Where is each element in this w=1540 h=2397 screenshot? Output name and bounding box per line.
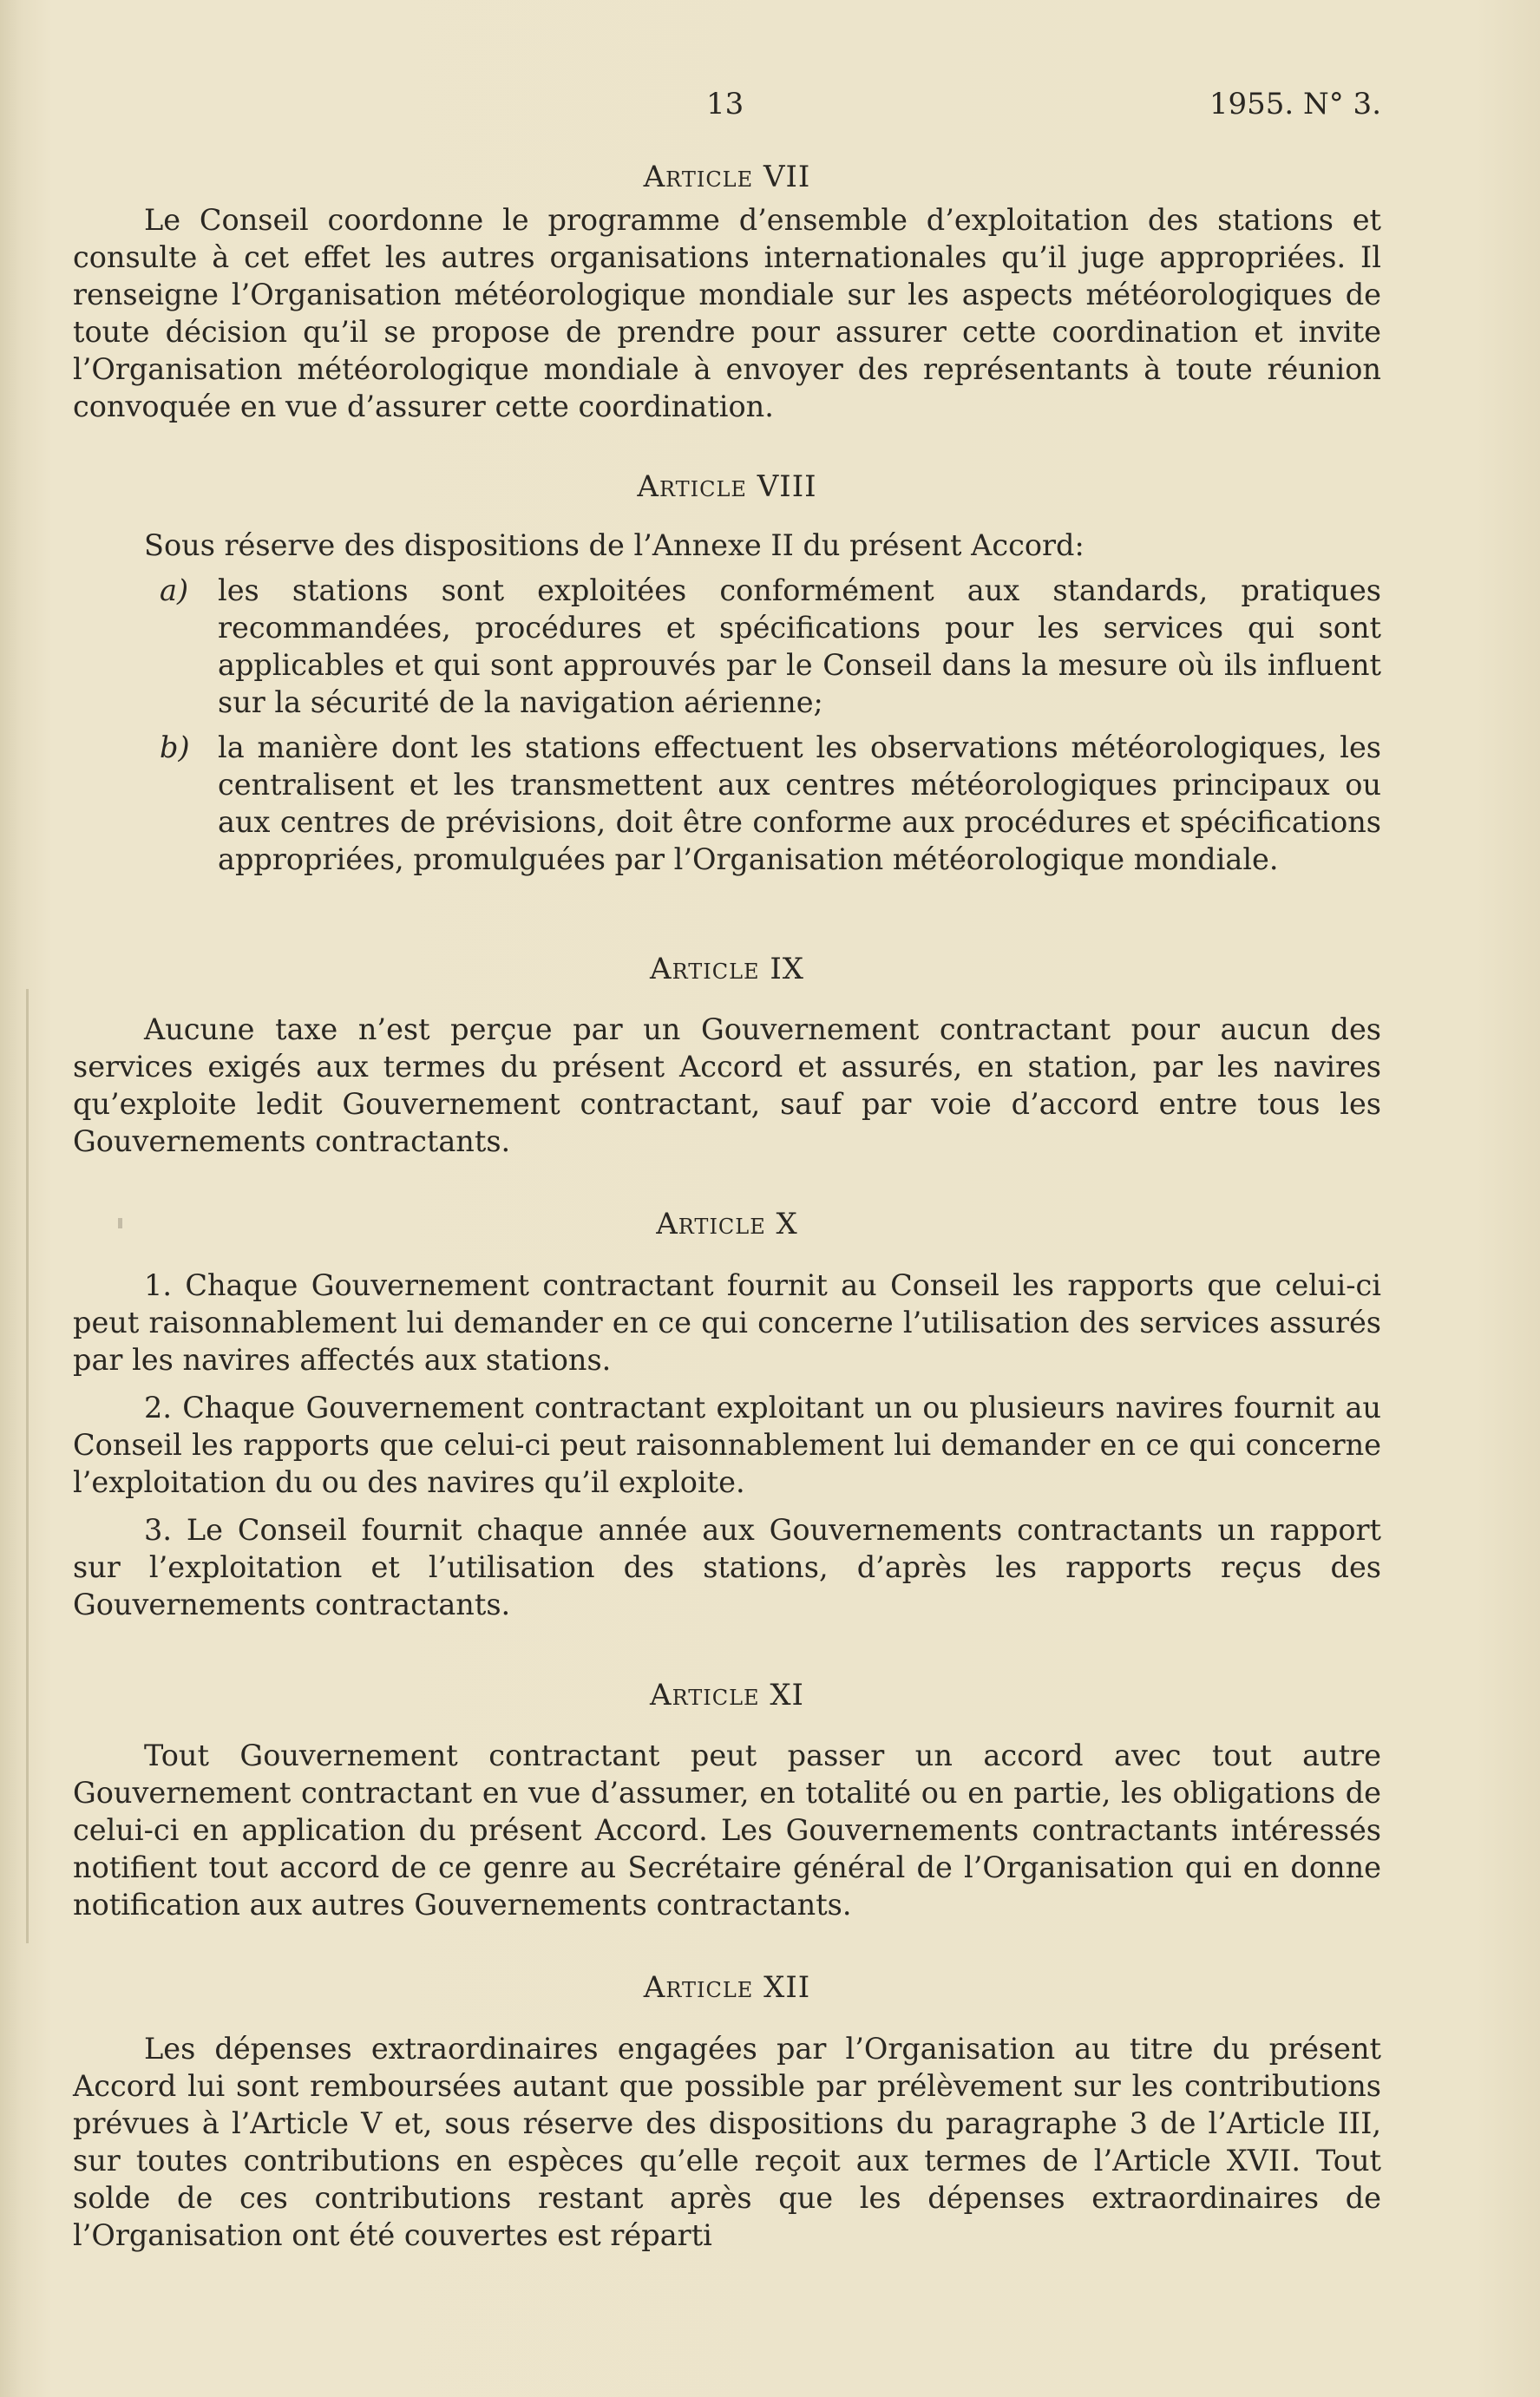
article-viii — [73, 468, 1381, 506]
document-reference: 1955. N° 3. — [1209, 87, 1381, 121]
article-heading: Article X — [656, 1207, 798, 1241]
list-item — [73, 729, 1381, 878]
article-vii-body — [73, 201, 1381, 425]
list-marker: a) — [160, 573, 189, 607]
article-xii — [73, 1969, 1381, 2007]
article-heading: Article XI — [650, 1678, 804, 1713]
article-heading: Article VII — [643, 160, 811, 194]
article-xii-body — [73, 2030, 1381, 2254]
article-vii — [73, 159, 1381, 196]
article-xi-body — [73, 1737, 1381, 1923]
article-paragraph: 3. Le Conseil fournit chaque année aux Gouvernements contractants un rapport sur l’exploitation et l’utilisation des stations, d’après les rapports reçus des Gouvernements contractants. — [73, 1513, 1381, 1621]
article-heading: Article VIII — [637, 469, 817, 504]
article-x — [73, 1206, 1381, 1243]
list-item — [73, 572, 1381, 721]
page-header — [73, 87, 1381, 130]
article-paragraph: 2. Chaque Gouvernement contractant exploitant un ou plusieurs navires fournit au Conseil les rapports que celui-ci peut raisonnablement lui demander en ce qui concerne l’exploitation du ou des navires qu’il exploite. — [73, 1391, 1381, 1499]
list-marker: b) — [160, 730, 190, 764]
article-ix-body — [73, 1011, 1381, 1160]
article-paragraph: Sous réserve des dispositions de l’Annexe II du présent Accord: — [144, 528, 1085, 562]
article-ix — [73, 951, 1381, 988]
article-xi — [73, 1677, 1381, 1714]
article-x-body — [73, 1267, 1381, 1623]
page-number: 13 — [706, 87, 744, 121]
article-paragraph: Le Conseil coordonne le programme d’ensemble d’exploitation des stations et consulte à cet effet les autres organisations internationales qu’il juge appropriées. Il renseigne l’Organisation météorologique mondiale sur les aspects météorologiques de toute décision qu’il se propose de prendre pour assurer cette coordination et invite l’Organisation météorologique mondiale à envoyer des représentants à toute réunion convoquée en vue d’assurer cette coordination. — [73, 203, 1381, 423]
article-paragraph: Les dépenses extraordinaires engagées par l’Organisation au titre du présent Accord lui sont remboursées autant que possible par prélèvement sur les contributions prévues à l’Article V et, sous réserve des dispositions du paragraphe 3 de l’Article III, sur toutes contributions en espèces qu’elle reçoit aux termes de l’Article XVII. Tout solde de ces contributions restant après que les dépenses extraordinaires de l’Organisation ont été couvertes est réparti — [73, 2032, 1381, 2252]
page-edge-shadow — [26, 989, 29, 1943]
article-viii-body — [73, 527, 1381, 878]
article-paragraph: Tout Gouvernement contractant peut passer un accord avec tout autre Gouvernement contractant en vue d’assumer, en totalité ou en partie, les obligations de celui-ci en application du présent Accord. Les Gouvernements contractants intéressés notifient tout accord de ce genre au Secrétaire général de l’Organisation qui en donne notification aux autres Gouvernements contractants. — [73, 1739, 1381, 1922]
list-item-text: la manière dont les stations effectuent les observations météorologiques, les centralisent et les transmettent aux centres météorologiques principaux ou aux centres de prévisions, doit être conforme aux procédures et spécifications appropriées, promulguées par l’Organisation météorologique mondiale. — [218, 730, 1381, 876]
article-paragraph: Aucune taxe n’est perçue par un Gouvernement contractant pour aucun des services exigés aux termes du présent Accord et assurés, en station, par les navires qu’exploite ledit Gouvernement contractant, sauf par voie d’accord entre tous les Gouvernements contractants. — [73, 1012, 1381, 1158]
list-item-text: les stations sont exploitées conformément aux standards, pratiques recommandées, procédures et spécifications pour les services qui sont applicables et qui sont approuvés par le Conseil dans la mesure où ils influent sur la sécurité de la navigation aérienne; — [218, 573, 1381, 719]
article-heading: Article IX — [650, 952, 804, 986]
article-paragraph: 1. Chaque Gouvernement contractant fournit au Conseil les rapports que celui-ci peut raisonnablement lui demander en ce qui concerne l’utilisation des services assurés par les navires affectés aux stations. — [73, 1268, 1381, 1377]
article-heading: Article XII — [643, 1970, 811, 2005]
